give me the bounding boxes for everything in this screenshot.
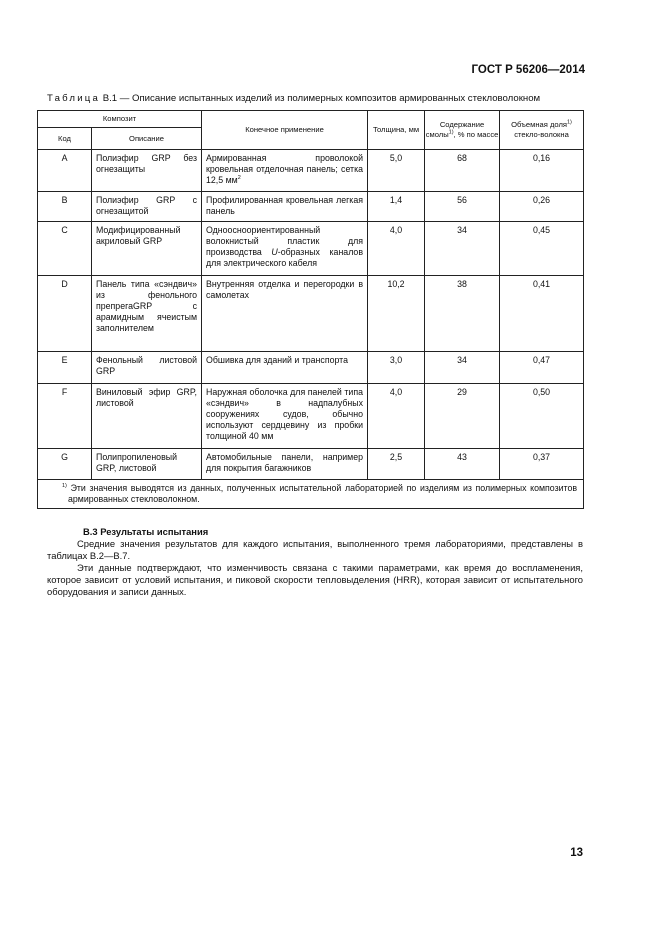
footnote-ref: 1) <box>448 129 454 136</box>
row-thickness: 1,4 <box>368 192 425 222</box>
row-code: С <box>38 222 92 276</box>
row-fiber: 0,50 <box>500 384 584 449</box>
header-thickness: Толщина, мм <box>368 111 425 150</box>
composites-table <box>37 110 584 509</box>
row-fiber: 0,45 <box>500 222 584 276</box>
row-application: Автомобильные панели, например для покрытия багажников <box>202 449 368 480</box>
row-description: Виниловый эфир GRP, листовой <box>92 384 202 449</box>
document-header: ГОСТ Р 56206—2014 <box>471 64 585 76</box>
row-description: Модифицированный акриловый GRP <box>92 222 202 276</box>
resin-label-tail: , % по массе <box>453 130 499 139</box>
row-code: А <box>38 150 92 192</box>
row-thickness: 2,5 <box>368 449 425 480</box>
table-footnote-row <box>38 480 584 509</box>
caption-prefix: Таблица <box>47 93 101 104</box>
paragraph: Эти данные подтверждают, что изменчивость связана с такими параметрами, как время до воспламенения, которое зависит от условий испытания, и пиковой скорости тепловыделения (HRR), которая зависит от испытательного оборудования и записи данных. <box>47 562 583 597</box>
row-application: Внутренняя отделка и перегородки в самолетах <box>202 276 368 352</box>
header-application: Конечное применение <box>202 111 368 150</box>
row-description: Панель типа «сэндвич» из фенольного препрегаGRP с арамидным ячеистым заполнителем <box>92 276 202 352</box>
application-text: Армированная проволокой кровельная отделочная панель; сетка 12,5 мм <box>206 153 364 185</box>
caption-number: В.1 <box>102 93 118 104</box>
row-fiber: 0,41 <box>500 276 584 352</box>
header-resin-content <box>425 111 500 150</box>
header-description: Описание <box>92 128 202 150</box>
table-row <box>38 192 584 222</box>
table-row <box>38 384 584 449</box>
paragraph: Средние значения результатов для каждого испытания, выполненного тремя лабораториями, представлены в таблицах В.2—В.7. <box>47 538 583 561</box>
footnote-mark: 1) <box>62 483 67 490</box>
superscript: 2 <box>237 175 241 182</box>
row-thickness: 4,0 <box>368 222 425 276</box>
row-description: Полипропиленовый GRP, листовой <box>92 449 202 480</box>
row-fiber: 0,16 <box>500 150 584 192</box>
application-text: Одноосноориентированный волокнистый пластик для производства <box>206 225 364 257</box>
row-fiber: 0,37 <box>500 449 584 480</box>
header-code: Код <box>38 128 92 150</box>
row-description: Полиэфир GRP без огнезащиты <box>92 150 202 192</box>
fiber-label-tail: стекло-волокна <box>514 130 569 139</box>
row-code: F <box>38 384 92 449</box>
row-fiber: 0,26 <box>500 192 584 222</box>
section-title: В.3 Результаты испытания <box>83 526 209 537</box>
row-resin: 43 <box>425 449 500 480</box>
row-code: Е <box>38 352 92 384</box>
row-description: Полиэфир GRP с огнезащитой <box>92 192 202 222</box>
row-thickness: 5,0 <box>368 150 425 192</box>
table-row <box>38 352 584 384</box>
row-resin: 34 <box>425 222 500 276</box>
table-row <box>38 276 584 352</box>
row-code: В <box>38 192 92 222</box>
row-code: G <box>38 449 92 480</box>
footnote-text: Эти значения выводятся из данных, полученных испытательной лабораторией по изделиям из полимерных композитов армированных стекловолокном. <box>68 483 578 504</box>
row-resin: 68 <box>425 150 500 192</box>
row-application: Наружная оболочка для панелей типа «сэндвич» в надпалубных сооружениях судов, обычно используют сердцевину из пробки толщиной 40 мм <box>202 384 368 449</box>
row-thickness: 4,0 <box>368 384 425 449</box>
row-application <box>202 222 368 276</box>
header-fiber-volume <box>500 111 584 150</box>
table-footnote <box>38 480 584 509</box>
resin-label: Содержание смолы <box>425 120 485 139</box>
table-row <box>38 222 584 276</box>
row-code: D <box>38 276 92 352</box>
page-number: 13 <box>570 847 583 859</box>
row-resin: 29 <box>425 384 500 449</box>
row-application: Профилированная кровельная легкая панель <box>202 192 368 222</box>
row-thickness: 10,2 <box>368 276 425 352</box>
row-application <box>202 150 368 192</box>
table-row <box>38 150 584 192</box>
caption-text: — Описание испытанных изделий из полимерных композитов армированных стекловолокном <box>119 93 541 104</box>
application-text: -образных каналов для электрического кабеля <box>206 247 363 268</box>
table-row <box>38 449 584 480</box>
row-application: Обшивка для зданий и транспорта <box>202 352 368 384</box>
application-emphasis: U <box>271 247 278 257</box>
row-resin: 56 <box>425 192 500 222</box>
row-resin: 38 <box>425 276 500 352</box>
row-description: Фенольный листовой GRP <box>92 352 202 384</box>
fiber-label: Объемная доля <box>511 120 567 129</box>
row-resin: 34 <box>425 352 500 384</box>
row-fiber: 0,47 <box>500 352 584 384</box>
row-thickness: 3,0 <box>368 352 425 384</box>
table-caption <box>47 93 540 104</box>
header-composite: Композит <box>38 111 202 128</box>
footnote-ref: 1) <box>567 119 572 126</box>
